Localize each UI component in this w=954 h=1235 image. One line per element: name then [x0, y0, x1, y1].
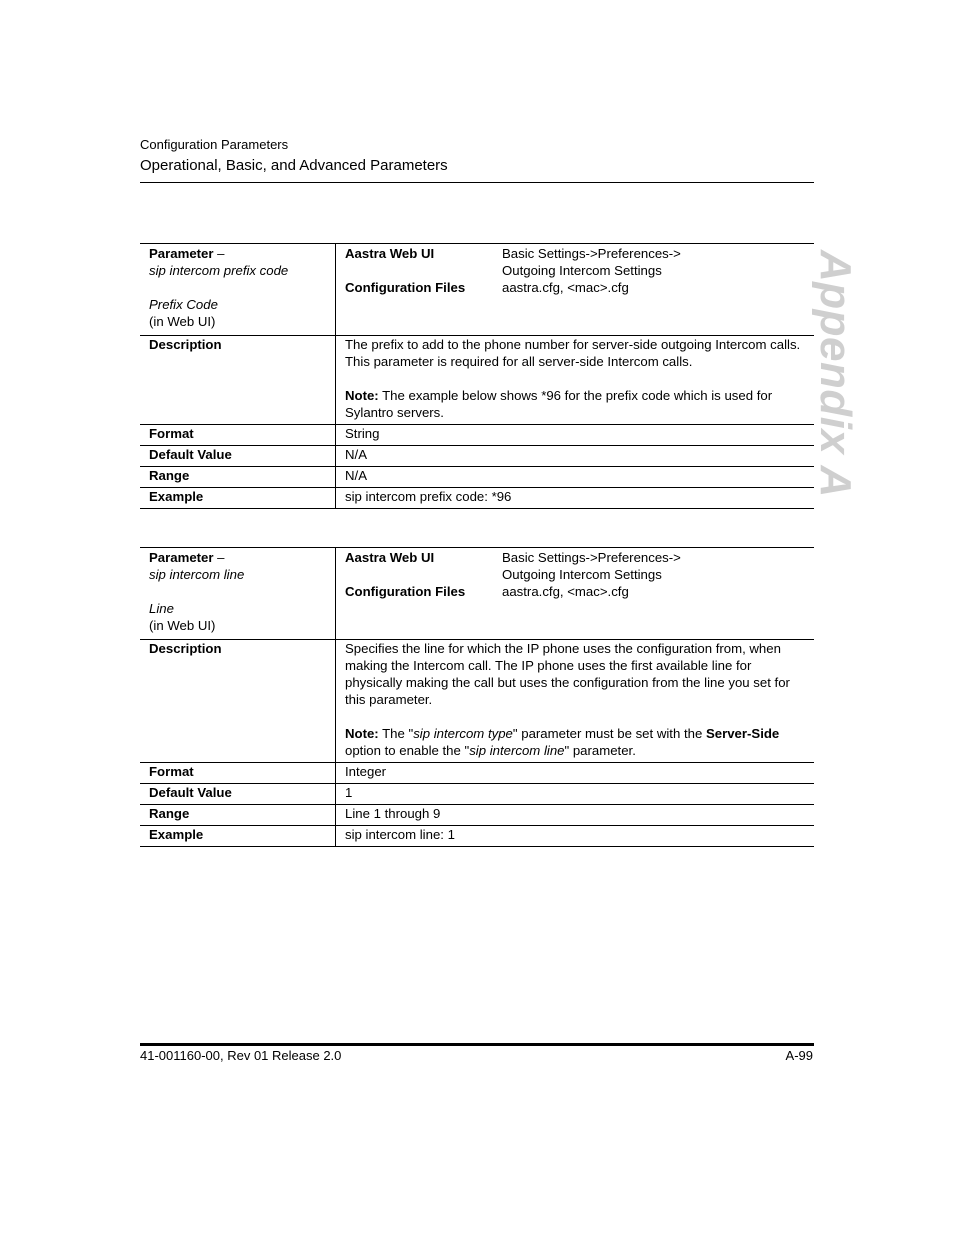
location-cell: [336, 244, 815, 336]
table-row-description: [140, 336, 814, 425]
default-value: 1: [336, 784, 815, 805]
configuration-files-value: aastra.cfg, <mac>.cfg: [502, 584, 629, 599]
default-value-label: Default Value: [140, 784, 336, 805]
table-row-range: [140, 805, 814, 826]
parameter-name: sip intercom prefix code: [149, 263, 289, 278]
table-row-parameter: [140, 244, 814, 336]
description-text: The prefix to add to the phone number for server-side outgoing Intercom calls. This parameter is required for all server-side Intercom calls.: [345, 337, 801, 369]
default-value: N/A: [336, 446, 815, 467]
table-row-parameter: [140, 548, 814, 640]
configuration-files-label: Configuration Files: [345, 584, 466, 599]
web-ui-path-line2: Outgoing Intercom Settings: [502, 567, 662, 582]
example-label: Example: [140, 826, 336, 847]
in-web-ui-label: (in Web UI): [149, 618, 216, 633]
description-cell: [336, 640, 815, 763]
example-value: sip intercom line: 1: [336, 826, 815, 847]
table-row-default-value: [140, 784, 814, 805]
format-value: Integer: [336, 763, 815, 784]
table-row-description: [140, 640, 814, 763]
parameter-table-intercom-line: [140, 547, 814, 847]
header-rule: [140, 182, 814, 183]
range-value: N/A: [336, 467, 815, 488]
default-value-label: Default Value: [140, 446, 336, 467]
configuration-files-value: aastra.cfg, <mac>.cfg: [502, 280, 629, 295]
parameter-label: Parameter: [149, 246, 214, 261]
table-row-default-value: [140, 446, 814, 467]
web-ui-name: Prefix Code: [149, 297, 218, 312]
configuration-files-label: Configuration Files: [345, 280, 466, 295]
parameter-label: Parameter: [149, 550, 214, 565]
table-row-format: [140, 425, 814, 446]
web-ui-path-line2: Outgoing Intercom Settings: [502, 263, 662, 278]
aastra-web-ui-label: Aastra Web UI: [345, 550, 435, 565]
web-ui-path-line1: Basic Settings->Preferences->: [502, 550, 681, 565]
table-row-format: [140, 763, 814, 784]
running-header-section: Configuration Parameters: [140, 137, 289, 152]
appendix-side-tab-text: Appendix A: [811, 250, 860, 498]
footer-document-id: 41-001160-00, Rev 01 Release 2.0: [140, 1048, 342, 1063]
appendix-side-tab: [811, 250, 868, 498]
table-row-range: [140, 467, 814, 488]
range-value: Line 1 through 9: [336, 805, 815, 826]
parameter-cell: Parameter – sip intercom prefix code Prefix Code (in Web UI): [140, 244, 336, 336]
note-text: Note: The "sip intercom type" parameter must be set with the Server-Side option to enable the "sip intercom line" parameter.: [345, 726, 780, 758]
footer-page-number: A-99: [785, 1048, 813, 1063]
table-row-example: [140, 488, 814, 509]
parameter-name: sip intercom line: [149, 567, 245, 582]
description-label: Description: [140, 336, 336, 425]
description-cell: [336, 336, 815, 425]
description-text: Specifies the line for which the IP phone uses the configuration from, when making the Intercom call. The IP phone uses the first available line for physically making the call but uses the configuration from the line you set for this parameter.: [345, 641, 790, 707]
parameter-table-prefix-code: [140, 243, 814, 509]
example-label: Example: [140, 488, 336, 509]
format-label: Format: [140, 763, 336, 784]
note-text: Note: The example below shows *96 for the prefix code which is used for Sylantro servers.: [345, 388, 773, 420]
description-label: Description: [140, 640, 336, 763]
format-label: Format: [140, 425, 336, 446]
web-ui-path-line1: Basic Settings->Preferences->: [502, 246, 681, 261]
format-value: String: [336, 425, 815, 446]
parameter-cell: Parameter – sip intercom line Line (in Web UI): [140, 548, 336, 640]
web-ui-name: Line: [149, 601, 174, 616]
table-row-example: [140, 826, 814, 847]
range-label: Range: [140, 467, 336, 488]
running-header-subsection: Operational, Basic, and Advanced Parameters: [140, 157, 448, 174]
footer-rule: [140, 1043, 814, 1046]
aastra-web-ui-label: Aastra Web UI: [345, 246, 435, 261]
location-cell: [336, 548, 815, 640]
range-label: Range: [140, 805, 336, 826]
example-value: sip intercom prefix code: *96: [336, 488, 815, 509]
in-web-ui-label: (in Web UI): [149, 314, 216, 329]
